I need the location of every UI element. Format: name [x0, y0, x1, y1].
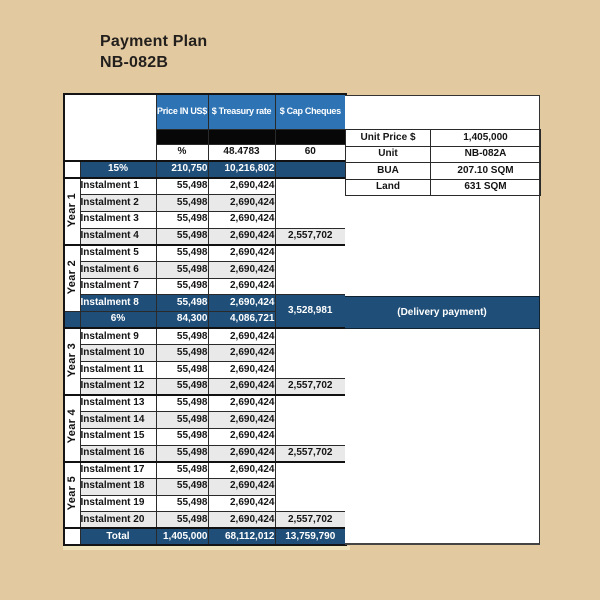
unit-info-row — [346, 130, 541, 147]
treasury-cell: 2,690,424 — [208, 295, 275, 312]
delivery-percent-treasury: 4,086,721 — [208, 312, 275, 329]
year-4-cell — [64, 395, 80, 462]
instalment-label: Instalment 5 — [80, 245, 156, 262]
price-cell: 55,498 — [156, 261, 208, 278]
corner-empty-cell — [64, 94, 156, 161]
treasury-cell: 2,690,424 — [208, 428, 275, 445]
instalment-label: Instalment 13 — [80, 395, 156, 412]
instalment-label: Instalment 10 — [80, 345, 156, 362]
cap-empty-cell — [275, 178, 346, 228]
price-cell: 55,498 — [156, 278, 208, 295]
year-label: Year 4 — [65, 409, 78, 444]
down-payment-row — [64, 161, 346, 178]
unit-info-label: Unit Price $ — [346, 130, 431, 147]
price-cell: 55,498 — [156, 328, 208, 345]
unit-info-row — [346, 163, 541, 180]
empty-side-cell — [64, 528, 80, 545]
year-1-cell — [64, 178, 80, 245]
unit-info-label: Land — [346, 180, 431, 196]
year-label: Year 2 — [65, 259, 78, 294]
treasury-cell: 2,690,424 — [208, 211, 275, 228]
down-payment-price: 210,750 — [156, 161, 208, 178]
price-cell: 55,498 — [156, 395, 208, 412]
delivery-percent-price: 84,300 — [156, 312, 208, 329]
empty-side-cell — [64, 161, 80, 178]
instalment-row — [64, 178, 346, 195]
instalment-row — [64, 395, 346, 412]
instalment-label: Instalment 2 — [80, 195, 156, 212]
cap-value-cell: 2,557,702 — [275, 378, 346, 395]
unit-info-value: 1,405,000 — [431, 130, 541, 147]
price-cell: 55,498 — [156, 495, 208, 512]
price-cell: 55,498 — [156, 362, 208, 379]
treasury-cell: 2,690,424 — [208, 195, 275, 212]
title-line1: Payment Plan — [100, 33, 208, 50]
total-cap: 13,759,790 — [275, 528, 346, 545]
instalment-row — [64, 378, 346, 395]
treasury-cell: 2,690,424 — [208, 412, 275, 429]
year-5-cell — [64, 462, 80, 529]
delivery-cap-merged-cell: 3,528,981 — [275, 295, 346, 328]
percent-symbol-cell: % — [156, 144, 208, 161]
price-cell: 55,498 — [156, 428, 208, 445]
instalment-row — [64, 245, 346, 262]
price-cell: 55,498 — [156, 512, 208, 529]
header-treasury-cell: $ Treasury rate — [208, 94, 275, 129]
black-band-cell — [275, 129, 346, 144]
treasury-cell: 2,690,424 — [208, 245, 275, 262]
unit-info-table — [345, 129, 541, 196]
treasury-cell: 2,690,424 — [208, 345, 275, 362]
instalment-row — [64, 512, 346, 529]
instalment-label: Instalment 4 — [80, 228, 156, 245]
treasury-cell: 2,690,424 — [208, 495, 275, 512]
unit-info-row — [346, 147, 541, 163]
instalment-label: Instalment 18 — [80, 478, 156, 495]
instalment-row — [64, 228, 346, 245]
treasury-cell: 2,690,424 — [208, 278, 275, 295]
instalment-label: Instalment 8 — [80, 295, 156, 312]
treasury-rate-cell: 48.4783 — [208, 144, 275, 161]
cap-value-cell: 2,557,702 — [275, 512, 346, 529]
treasury-cell: 2,690,424 — [208, 261, 275, 278]
treasury-cell: 2,690,424 — [208, 462, 275, 479]
instalment-label: Instalment 1 — [80, 178, 156, 195]
treasury-cell: 2,690,424 — [208, 445, 275, 462]
price-cell: 55,498 — [156, 378, 208, 395]
page-title — [100, 31, 207, 73]
unit-info-value: 631 SQM — [431, 180, 541, 196]
treasury-cell: 2,690,424 — [208, 228, 275, 245]
cap-count-cell: 60 — [275, 144, 346, 161]
black-band-cell — [156, 129, 208, 144]
title-line2-plan-code: NB-082B — [100, 54, 169, 71]
unit-info-value: 207.10 SQM — [431, 163, 541, 180]
price-cell: 55,498 — [156, 412, 208, 429]
empty-side-cell-dark — [64, 312, 80, 329]
instalment-label: Instalment 12 — [80, 378, 156, 395]
treasury-cell: 2,690,424 — [208, 178, 275, 195]
year-label: Year 1 — [65, 192, 78, 227]
cap-value-cell: 2,557,702 — [275, 445, 346, 462]
cap-empty-cell — [275, 245, 346, 295]
total-treasury: 68,112,012 — [208, 528, 275, 545]
instalment-row-delivery — [64, 295, 346, 312]
total-label: Total — [80, 528, 156, 545]
bottom-edge-artifact — [63, 546, 350, 550]
price-cell: 55,498 — [156, 178, 208, 195]
unit-info-label: BUA — [346, 163, 431, 180]
cap-value-cell: 2,557,702 — [275, 228, 346, 245]
down-payment-label: 15% — [80, 161, 156, 178]
payment-table — [63, 93, 347, 546]
instalment-label: Instalment 3 — [80, 211, 156, 228]
delivery-percent-label: 6% — [80, 312, 156, 329]
price-cell: 55,498 — [156, 228, 208, 245]
instalment-row — [64, 462, 346, 479]
treasury-cell: 2,690,424 — [208, 512, 275, 529]
instalment-label: Instalment 11 — [80, 362, 156, 379]
year-label: Year 3 — [65, 342, 78, 377]
instalment-label: Instalment 17 — [80, 462, 156, 479]
year-label: Year 5 — [65, 476, 78, 511]
down-payment-treasury: 10,216,802 — [208, 161, 275, 178]
cap-empty-cell — [275, 395, 346, 445]
instalment-label: Instalment 6 — [80, 261, 156, 278]
price-cell: 55,498 — [156, 462, 208, 479]
price-cell: 55,498 — [156, 445, 208, 462]
price-cell: 55,498 — [156, 478, 208, 495]
unit-info-label: Unit — [346, 147, 431, 163]
cap-empty-cell — [275, 328, 346, 378]
price-cell: 55,498 — [156, 211, 208, 228]
down-payment-cap-empty — [275, 161, 346, 178]
price-cell: 55,498 — [156, 295, 208, 312]
total-price: 1,405,000 — [156, 528, 208, 545]
instalment-label: Instalment 15 — [80, 428, 156, 445]
instalment-label: Instalment 20 — [80, 512, 156, 529]
instalment-label: Instalment 7 — [80, 278, 156, 295]
header-cap-cheques-cell: $ Cap Cheques — [275, 94, 346, 129]
total-row — [64, 528, 346, 545]
year-2-cell — [64, 245, 80, 312]
price-cell: 55,498 — [156, 195, 208, 212]
unit-info-row — [346, 180, 541, 196]
price-cell: 55,498 — [156, 245, 208, 262]
instalment-label: Instalment 14 — [80, 412, 156, 429]
instalment-row — [64, 445, 346, 462]
instalment-label: Instalment 16 — [80, 445, 156, 462]
year-3-cell — [64, 328, 80, 395]
unit-info-panel — [345, 95, 540, 545]
unit-info-value: NB-082A — [431, 147, 541, 163]
delivery-payment-text: (Delivery payment) — [397, 307, 487, 318]
instalment-row — [64, 328, 346, 345]
treasury-cell: 2,690,424 — [208, 378, 275, 395]
instalment-label: Instalment 19 — [80, 495, 156, 512]
black-band-cell — [208, 129, 275, 144]
header-price-cell: Price IN US$ — [156, 94, 208, 129]
treasury-cell: 2,690,424 — [208, 362, 275, 379]
cap-empty-cell — [275, 462, 346, 512]
treasury-cell: 2,690,424 — [208, 478, 275, 495]
instalment-label: Instalment 9 — [80, 328, 156, 345]
delivery-payment-banner — [345, 296, 540, 329]
header-row — [64, 94, 346, 129]
treasury-cell: 2,690,424 — [208, 328, 275, 345]
price-cell: 55,498 — [156, 345, 208, 362]
treasury-cell: 2,690,424 — [208, 395, 275, 412]
